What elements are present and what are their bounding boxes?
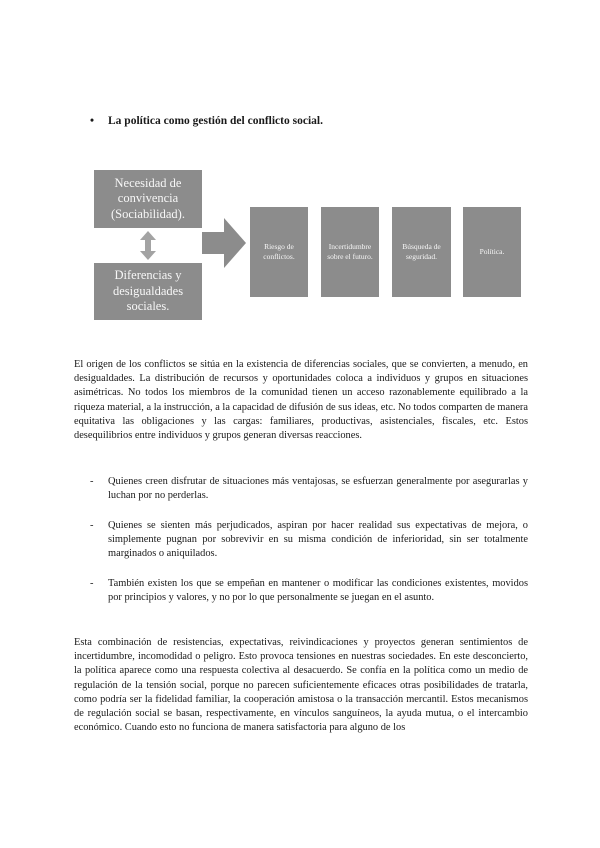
step-label: Incertidumbre sobre el futuro. [327,242,373,261]
list-item-text: Quienes creen disfrutar de situaciones más ventajosas, se esfuerzan generalmente por asegurarlas y luchan por no perderlas. [108,476,528,502]
incertidumbre-box [321,207,379,297]
double-arrow-icon [140,231,156,260]
step-label: Riesgo de conflictos. [263,242,295,261]
heading-bullet: • [90,115,95,127]
diferencias-label: Diferencias y desigualdades sociales. [112,268,184,314]
list-item [90,475,528,503]
busqueda-box [392,207,451,297]
list-dash: - [90,476,94,487]
step-label: Política. [479,247,505,257]
politica-box [463,207,521,297]
list-dash: - [90,520,94,531]
right-arrow-icon [202,218,246,268]
diferencias-box [94,263,202,320]
heading-text: La política como gestión del conflicto social. [108,115,323,127]
conflict-diagram [0,0,600,340]
list-item-text: Quienes se sienten más perjudicados, aspiran por hacer realidad sus expectativas de mejora, o simplemente pugnan por sobrevivir en su misma condición de inferioridad, sin ser totalmente marginados o aniquilados. [108,520,528,560]
list-dash: - [90,578,94,589]
list-item [90,577,528,605]
list-item-text: También existen los que se empeñan en mantener o modificar las condiciones existentes, movidos por principios y valores, y no por lo que personalmente se juegan en el asunto. [108,578,528,604]
paragraph-combinacion: Esta combinación de resistencias, expectativas, reivindicaciones y proyectos generan sentimientos de incertidumbre, incomodidad o peligro. Esto provoca tensiones en nuestras sociedades. En este desconcierto, la política aparece como una respuesta colectiva al desacuerdo. Se confía en la política como un medio de regulación de la tensión social, porque no parecen suficientemente eficaces otras posibilidades de tratarla, como podría ser la fidelidad familiar, la cooperación amistosa o la transacción mercantil. Estos mecanismos de regulación social se basan, respectivamente, en vínculos sanguíneos, la ayuda mutua, o el intercambio económico. Cuando esto no funciona de manera satisfactoria para alguno de los [74,637,528,734]
list-item [90,519,528,562]
step-label: Búsqueda de seguridad. [402,242,441,261]
paragraph-origen: El origen de los conflictos se sitúa en la existencia de diferencias sociales, que se convierten, a menudo, en desigualdades. La distribución de recursos y oportunidades coloca a individuos y grupos en situaciones asimétricas. No todos los miembros de la comunidad tienen un acceso razonablemente equilibrado a la riqueza material, a la instrucción, a la capacidad de difusión de sus ideas, etc. No todos comparten de manera equitativa las obligaciones y las cargas: familiares, productivas, asistenciales, fiscales, etc. Estos desequilibrios entre individuos y grupos generan diversas reacciones. [74,359,528,442]
riesgo-box [250,207,308,297]
necesidad-label: Necesidad de convivencia (Sociabilidad). [111,175,185,221]
